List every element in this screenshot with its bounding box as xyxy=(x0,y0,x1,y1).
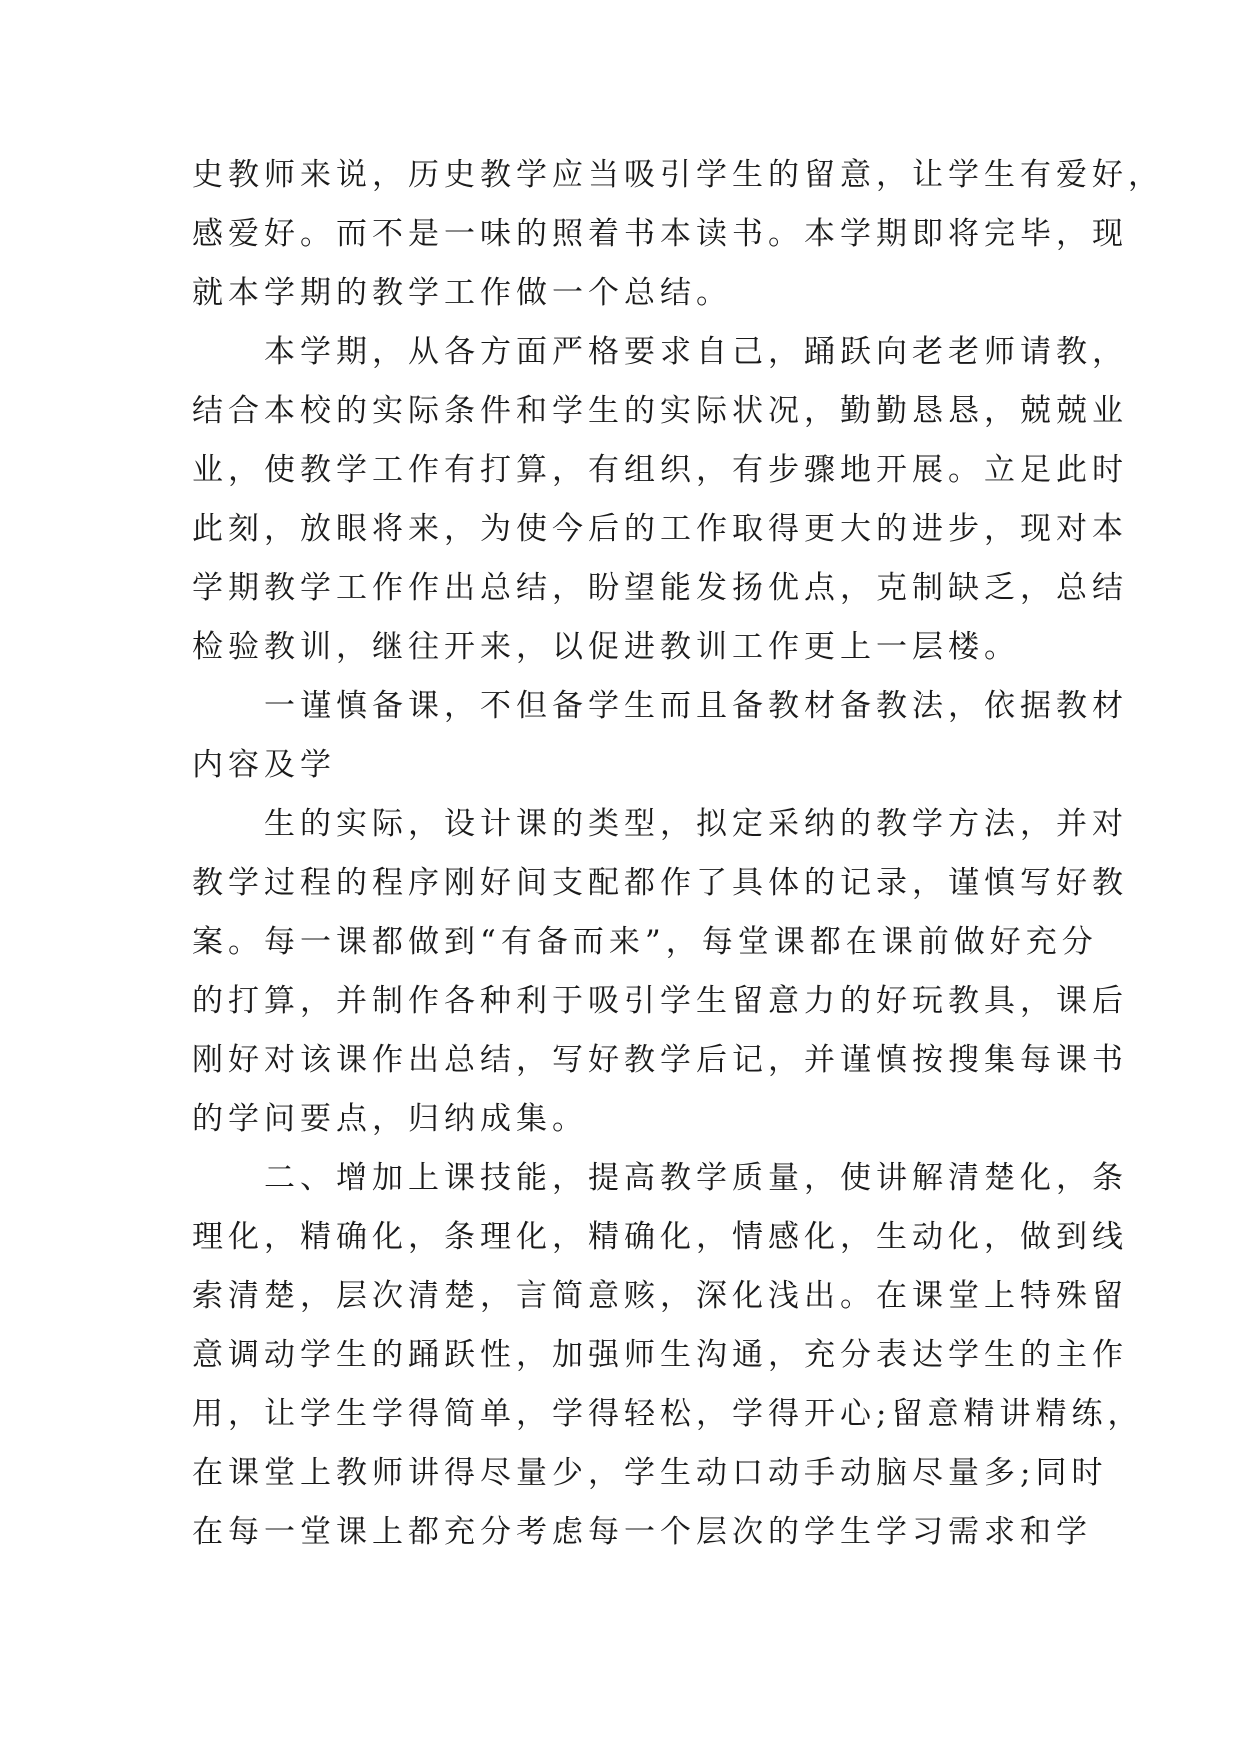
text-line: 感爱好。而不是一味的照着书本读书。本学期即将完毕，现 xyxy=(192,216,1128,252)
text-line: 学期教学工作作出总结，盼望能发扬优点，克制缺乏，总结 xyxy=(192,570,1128,606)
text-line: 就本学期的教学工作做一个总结。 xyxy=(192,275,732,311)
text-line: 在每一堂课上都充分考虑每一个层次的学生学习需求和学 xyxy=(192,1514,1092,1550)
text-line: 业，使教学工作有打算，有组织，有步骤地开展。立足此时 xyxy=(192,452,1128,488)
text-line: 史教师来说，历史教学应当吸引学生的留意，让学生有爱好， xyxy=(192,157,1164,193)
text-line: 案。每一课都做到“有备而来”，每堂课都在课前做好充分 xyxy=(192,924,1098,960)
text-line: 理化，精确化，条理化，精确化，情感化，生动化，做到线 xyxy=(192,1219,1128,1255)
text-line: 检验教训，继往开来，以促进教训工作更上一层楼。 xyxy=(192,629,1020,665)
text-line: 意调动学生的踊跃性，加强师生沟通，充分表达学生的主作 xyxy=(192,1337,1128,1373)
text-line: 内容及学 xyxy=(192,747,336,783)
text-line: 刚好对该课作出总结，写好教学后记，并谨慎按搜集每课书 xyxy=(192,1042,1128,1078)
text-line: 在课堂上教师讲得尽量少，学生动口动手动脑尽量多;同时 xyxy=(192,1455,1108,1491)
text-line: 教学过程的程序刚好间支配都作了具体的记录，谨慎写好教 xyxy=(192,865,1128,901)
text-line: 索清楚，层次清楚，言简意赅，深化浅出。在课堂上特殊留 xyxy=(192,1278,1128,1314)
text-line: 二、增加上课技能，提高教学质量，使讲解清楚化，条 xyxy=(192,1160,1128,1196)
text-line: 生的实际，设计课的类型，拟定采纳的教学方法，并对 xyxy=(192,806,1128,842)
text-line: 本学期，从各方面严格要求自己，踊跃向老老师请教， xyxy=(192,334,1128,370)
text-line: 此刻，放眼将来，为使今后的工作取得更大的进步，现对本 xyxy=(192,511,1128,547)
text-line: 的学问要点，归纳成集。 xyxy=(192,1101,588,1137)
text-line: 结合本校的实际条件和学生的实际状况，勤勤恳恳，兢兢业 xyxy=(192,393,1128,429)
text-line: 的打算，并制作各种利于吸引学生留意力的好玩教具，课后 xyxy=(192,983,1128,1019)
text-line: 一谨慎备课，不但备学生而且备教材备教法，依据教材 xyxy=(192,688,1128,724)
text-line: 用，让学生学得简单，学得轻松，学得开心;留意精讲精练， xyxy=(192,1396,1144,1432)
document-body xyxy=(192,146,1164,1562)
